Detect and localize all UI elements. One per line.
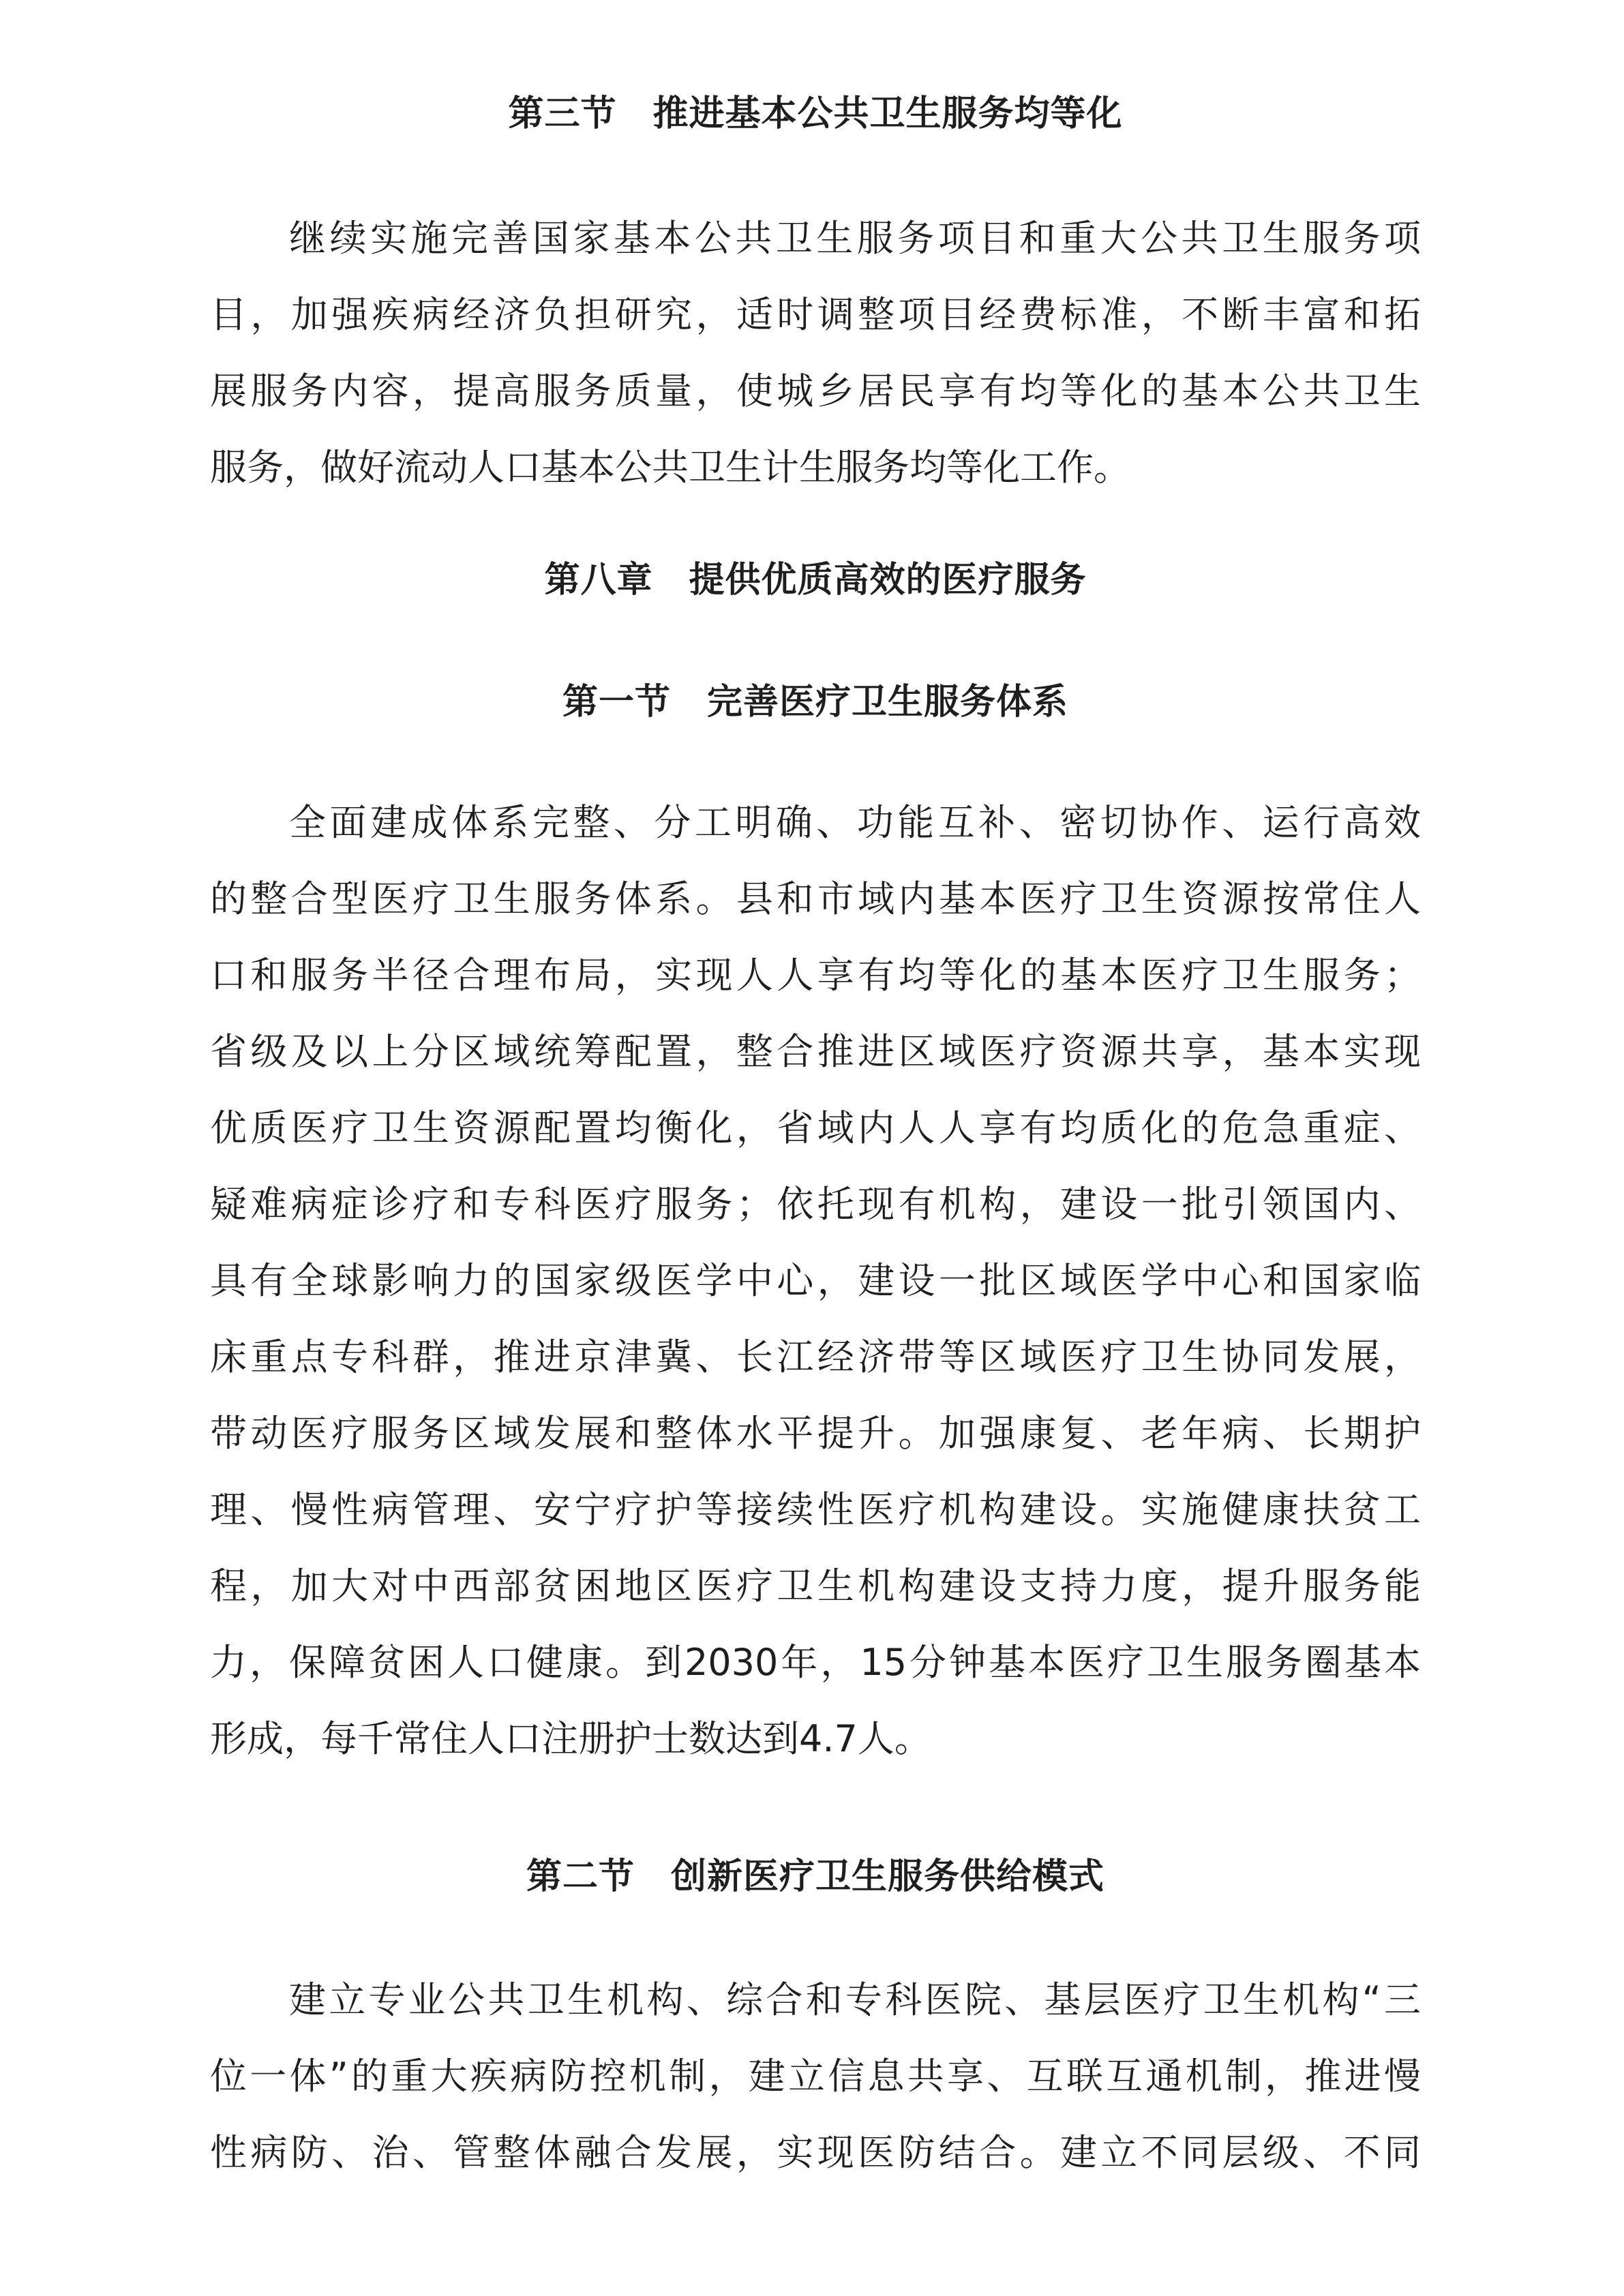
- paragraph-line: 口和服务半径合理布局，实现人人享有均等化的基本医疗卫生服务；: [210, 954, 1421, 997]
- paragraph-line: 具有全球影响力的国家级医学中心，建设一批区域医学中心和国家临: [210, 1259, 1421, 1302]
- paragraph-line: 服务，做好流动人口基本公共卫生计生服务均等化工作。: [210, 446, 1130, 489]
- paragraph-line: 力，保障贫困人口健康。到2030年，15分钟基本医疗卫生服务圈基本: [210, 1641, 1421, 1684]
- paragraph-line: 展服务内容，提高服务质量，使城乡居民享有均等化的基本公共卫生: [210, 369, 1421, 412]
- section-heading-8-1: 第一节 完善医疗卫生服务体系: [562, 682, 1068, 723]
- paragraph-line: 的整合型医疗卫生服务体系。县和市域内基本医疗卫生资源按常住人: [210, 877, 1421, 920]
- paragraph-line: 程，加大对中西部贫困地区医疗卫生机构建设支持力度，提升服务能: [210, 1565, 1421, 1607]
- paragraph-line: 形成，每千常住人口注册护士数达到4.7人。: [210, 1717, 931, 1760]
- paragraph-line: 目，加强疾病经济负担研究，适时调整项目经费标准，不断丰富和拓: [210, 293, 1421, 336]
- paragraph-line: 优质医疗卫生资源配置均衡化，省域内人人享有均质化的危急重症、: [210, 1106, 1421, 1149]
- paragraph-medical-service-system: [210, 785, 1421, 1777]
- chapter-heading-8: 第八章 提供优质高效的医疗服务: [544, 560, 1087, 601]
- paragraph-basic-public-health: [210, 200, 1421, 506]
- paragraph-line: 全面建成体系完整、分工明确、功能互补、密切协作、运行高效: [289, 801, 1421, 844]
- section-heading-3-3: 第三节 推进基本公共卫生服务均等化: [508, 93, 1123, 134]
- paragraph-service-supply-model: [210, 1962, 1421, 2191]
- paragraph-line: 位一体”的重大疾病防控机制，建立信息共享、互联互通机制，推进慢: [210, 2055, 1421, 2098]
- paragraph-line: 省级及以上分区域统筹配置，整合推进区域医疗资源共享，基本实现: [210, 1030, 1421, 1073]
- section-heading-8-2: 第二节 创新医疗卫生服务供给模式: [526, 1856, 1104, 1897]
- paragraph-line: 建立专业公共卫生机构、综合和专科医院、基层医疗卫生机构“三: [289, 1978, 1421, 2021]
- paragraph-line: 疑难病症诊疗和专科医疗服务；依托现有机构，建设一批引领国内、: [210, 1183, 1421, 1226]
- paragraph-line: 继续实施完善国家基本公共卫生服务项目和重大公共卫生服务项: [289, 217, 1421, 260]
- paragraph-line: 理、慢性病管理、安宁疗护等接续性医疗机构建设。实施健康扶贫工: [210, 1488, 1421, 1531]
- paragraph-line: 床重点专科群，推进京津冀、长江经济带等区域医疗卫生协同发展，: [210, 1335, 1421, 1378]
- paragraph-line: 性病防、治、管整体融合发展，实现医防结合。建立不同层级、不同: [210, 2131, 1421, 2174]
- paragraph-line: 带动医疗服务区域发展和整体水平提升。加强康复、老年病、长期护: [210, 1412, 1421, 1455]
